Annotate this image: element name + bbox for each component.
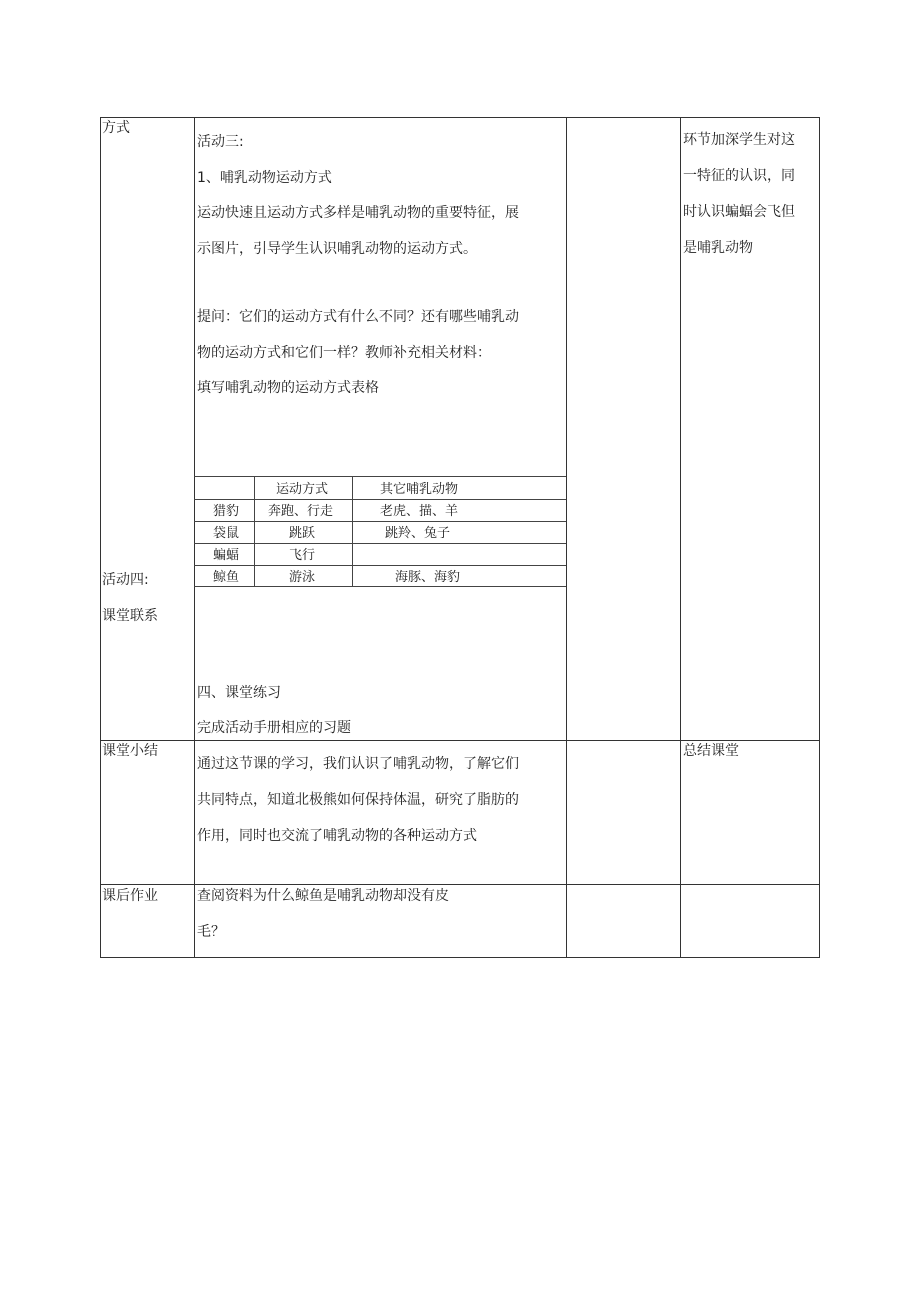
- content-line: 1、哺乳动物运动方式: [197, 170, 332, 186]
- col-divider-3: [680, 117, 681, 958]
- table-cell-movement: 游泳: [289, 570, 316, 585]
- table-cell-animal: 鲸鱼: [213, 570, 240, 585]
- table-header-movement: 运动方式: [276, 482, 329, 497]
- intent-line: 时认识蝙蝠会飞但: [683, 204, 795, 220]
- content-line: 提问：它们的运动方式有什么不同？还有哪些哺乳动: [197, 309, 519, 325]
- table-cell-other: 老虎、描、羊: [380, 504, 459, 519]
- table-border-right: [819, 117, 820, 958]
- table-cell-movement: 奔跑、行走: [268, 504, 334, 519]
- table-header-other: 其它哺乳动物: [380, 482, 459, 497]
- summary-line: 作用，同时也交流了哺乳动物的各种运动方式: [197, 828, 477, 844]
- table-cell-animal: 袋鼠: [213, 526, 240, 541]
- content-line: 运动快速且运动方式多样是哺乳动物的重要特征，展: [197, 205, 519, 221]
- col-divider-2: [566, 117, 567, 958]
- row2-intent: 总结课堂: [683, 743, 739, 759]
- intent-line: 环节加深学生对这: [683, 132, 795, 148]
- table-cell-movement: 跳跃: [289, 526, 316, 541]
- content-line: 物的运动方式和它们一样？教师补充相关材料：: [197, 345, 491, 361]
- table-cell-other: 跳羚、兔子: [385, 526, 451, 541]
- row1-label: 方式: [102, 120, 130, 136]
- table-cell-movement: 飞行: [289, 548, 316, 563]
- row-divider-2: [100, 884, 820, 885]
- table-cell-animal: 蝙蝠: [213, 548, 240, 563]
- content-line: 完成活动手册相应的习题: [197, 720, 351, 736]
- table-border-bottom: [100, 957, 820, 958]
- summary-line: 通过这节课的学习，我们认识了哺乳动物，了解它们: [197, 756, 519, 772]
- intent-line: 一特征的认识，同: [683, 168, 795, 184]
- homework-line: 毛？: [197, 924, 225, 940]
- table-cell-other: 海豚、海豹: [395, 570, 461, 585]
- summary-line: 共同特点，知道北极熊如何保持体温，研究了脂肪的: [197, 792, 519, 808]
- table-cell-animal: 猎豹: [213, 504, 240, 519]
- row2-label: 课堂小结: [102, 743, 158, 759]
- content-line: 四、课堂练习: [197, 685, 281, 701]
- table-border-left: [100, 117, 101, 958]
- row3-label: 课后作业: [102, 888, 158, 904]
- row-divider-1: [100, 740, 820, 741]
- activity4-label: 活动四:: [102, 572, 149, 588]
- col-divider-1: [194, 117, 195, 958]
- content-line: 填写哺乳动物的运动方式表格: [197, 380, 379, 396]
- activity4-sub-label: 课堂联系: [102, 608, 158, 624]
- content-line: 活动三:: [197, 134, 244, 150]
- content-line: 示图片，引导学生认识哺乳动物的运动方式。: [197, 241, 477, 257]
- intent-line: 是哺乳动物: [683, 240, 753, 256]
- homework-line: 查阅资料为什么鲸鱼是哺乳动物却没有皮: [197, 888, 449, 904]
- table-border-top: [100, 117, 820, 118]
